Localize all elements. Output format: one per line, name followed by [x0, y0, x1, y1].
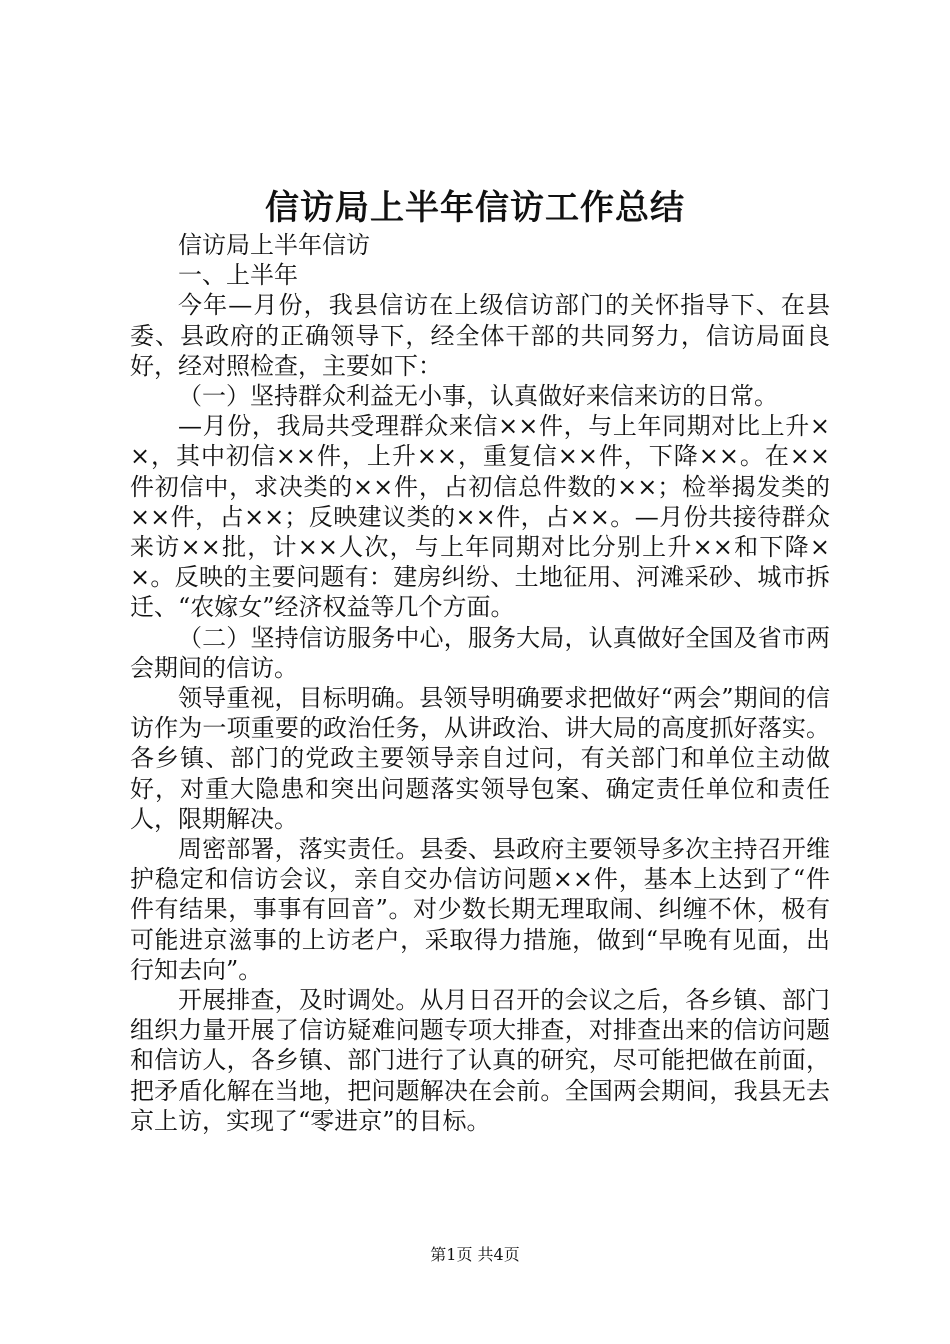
paragraph-item-two-heading: （二）坚持信访服务中心，服务大局，认真做好全国及省市两会期间的信访。 — [130, 623, 830, 682]
document-body — [130, 230, 830, 1136]
page-number: 第1页 共4页 — [430, 1245, 520, 1264]
paragraph-leadership: 领导重视，目标明确。县领导明确要求把做好“两会”期间的信访作为一项重要的政治任务，从讲政治、讲大局的高度抓好落实。各乡镇、部门的党政主要领导亲自过问，有关部门和单位主动做好，对重大隐患和突出问题落实领导包案、确定责任单位和责任人，限期解决。 — [130, 684, 830, 833]
paragraph-statistics: —月份，我局共受理群众来信××件，与上年同期对比上升××，其中初信××件，上升××，重复信××件，下降××。在××件初信中，求决类的××件，占初信总件数的××；检举揭发类的××件，占××；反映建议类的××件，占××。—月份共接待群众来访××批，计××人次，与上年同期对比分别上升××和下降××。反映的主要问题有：建房纠纷、土地征用、河滩采砂、城市拆迁、“农嫁女”经济权益等几个方面。 — [130, 412, 830, 622]
paragraph-item-one-heading: （一）坚持群众利益无小事，认真做好来信来访的日常。 — [178, 382, 778, 411]
paragraph-subtitle: 信访局上半年信访 — [178, 231, 370, 259]
paragraph-investigation: 开展排查，及时调处。从月日召开的会议之后，各乡镇、部门组织力量开展了信访疑难问题专项大排查，对排查出来的信访问题和信访人，各乡镇、部门进行了认真的研究，尽可能把做在前面，把矛盾化解在当地，把问题解决在会前。全国两会期间，我县无去京上访，实现了“零进京”的目标。 — [130, 986, 830, 1135]
paragraph-section-heading: 一、上半年 — [178, 261, 298, 290]
document-title: 信访局上半年信访工作总结 — [265, 188, 685, 228]
paragraph-deployment: 周密部署，落实责任。县委、县政府主要领导多次主持召开维护稳定和信访会议，亲自交办信访问题××件，基本上达到了“件件有结果，事事有回音”。对少数长期无理取闹、纠缠不休，极有可能进京滋事的上访老户，采取得力措施，做到“早晚有见面，出行知去向”。 — [130, 835, 830, 984]
paragraph-intro: 今年—月份，我县信访在上级信访部门的关怀指导下、在县委、县政府的正确领导下，经全体干部的共同努力，信访局面良好，经对照检查，主要如下： — [130, 291, 830, 380]
